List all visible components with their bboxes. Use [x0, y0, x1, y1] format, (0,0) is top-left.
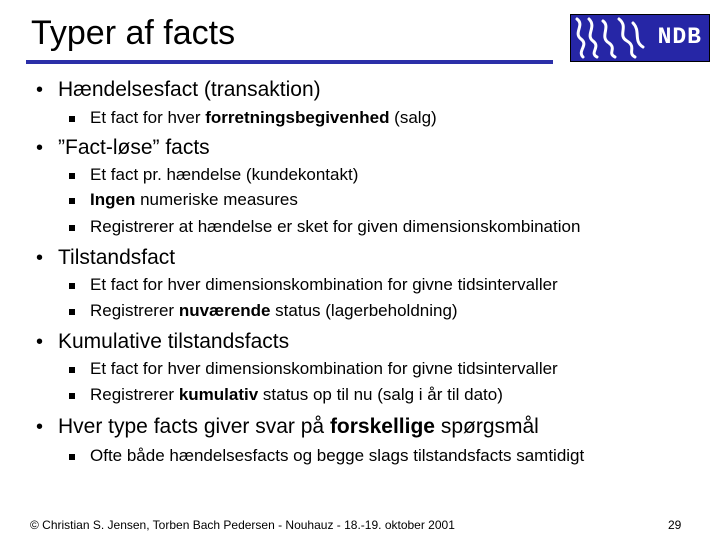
ndb-logo — [570, 14, 710, 62]
square-bullet-icon — [69, 454, 75, 460]
bullet-text: Et fact pr. hændelse (kundekontakt) — [90, 165, 359, 184]
title-underline — [26, 60, 553, 64]
bullet-heading: Tilstandsfact — [58, 246, 176, 269]
bullet-dot: • — [36, 416, 44, 438]
bullet-dot: • — [36, 247, 44, 269]
bullet-text: Et fact for hver dimensionskombination for givne tidsintervaller — [90, 275, 558, 294]
bullet-heading: ”Fact-løse” facts — [58, 136, 210, 159]
bullet-text: Et fact for hver forretningsbegivenhed (salg) — [90, 108, 437, 127]
bullet-heading: Kumulative tilstandsfacts — [58, 330, 290, 353]
bullet-text: Ingen numeriske measures — [90, 190, 298, 209]
slide-title: Typer af facts — [31, 14, 236, 52]
page-number: 29 — [668, 518, 682, 532]
square-bullet-icon — [69, 173, 75, 179]
square-bullet-icon — [69, 116, 75, 122]
bullet-text: Et fact for hver dimensionskombination for givne tidsintervaller — [90, 359, 558, 378]
square-bullet-icon — [69, 225, 75, 231]
square-bullet-icon — [69, 198, 75, 204]
bullet-dot: • — [36, 331, 44, 353]
logo-text: NDB — [657, 24, 702, 50]
square-bullet-icon — [69, 309, 75, 315]
square-bullet-icon — [69, 283, 75, 289]
bullet-text: Registrerer at hændelse er sket for given dimensionskombination — [90, 217, 581, 236]
bullet-heading: Hændelsesfact (transaktion) — [58, 78, 321, 101]
bullet-dot: • — [36, 79, 44, 101]
bullet-text: Registrerer kumulativ status op til nu (salg i år til dato) — [90, 385, 503, 404]
bullet-text: Registrerer nuværende status (lagerbeholdning) — [90, 301, 458, 320]
square-bullet-icon — [69, 393, 75, 399]
slide-footer: © Christian S. Jensen, Torben Bach Pedersen - Nouhauz - 18.-19. oktober 2001 — [30, 518, 455, 532]
bullet-text: Ofte både hændelsesfacts og begge slags tilstandsfacts samtidigt — [90, 446, 585, 465]
square-bullet-icon — [69, 367, 75, 373]
bullet-dot: • — [36, 137, 44, 159]
bullet-heading: Hver type facts giver svar på forskellige spørgsmål — [58, 415, 539, 438]
